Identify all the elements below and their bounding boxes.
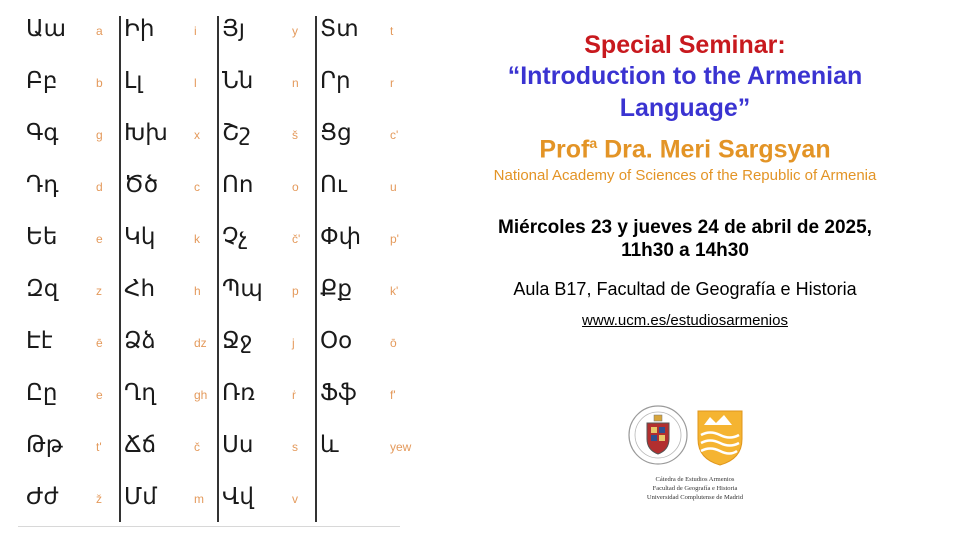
transliteration: e bbox=[96, 232, 103, 246]
alphabet-letter bbox=[222, 166, 318, 218]
armenian-studies-shield-icon bbox=[698, 411, 742, 465]
alphabet-letter bbox=[222, 270, 318, 322]
transliteration: č' bbox=[292, 232, 301, 246]
armenian-letter: Շշ bbox=[222, 120, 251, 146]
transliteration: g bbox=[96, 128, 103, 142]
speaker-full-name: Dra. Meri Sargsyan bbox=[597, 135, 831, 164]
transliteration: u bbox=[390, 180, 397, 194]
armenian-letter: Ոո bbox=[222, 172, 254, 198]
alphabet-letter bbox=[124, 166, 220, 218]
armenian-letter: Դդ bbox=[26, 172, 59, 198]
transliteration: z bbox=[96, 284, 102, 298]
armenian-letter: Ժժ bbox=[26, 484, 59, 510]
transliteration: ṙ bbox=[292, 388, 296, 402]
alphabet-column-4 bbox=[320, 10, 416, 478]
transliteration: t' bbox=[96, 440, 102, 454]
alphabet-letter bbox=[320, 270, 416, 322]
seminar-dates bbox=[420, 216, 950, 262]
armenian-letter: Ձձ bbox=[124, 328, 156, 354]
transliteration: f' bbox=[390, 388, 396, 402]
armenian-letter: Խխ bbox=[124, 120, 168, 146]
alphabet-letter bbox=[124, 426, 220, 478]
transliteration: j bbox=[292, 336, 295, 350]
armenian-letter: Սս bbox=[222, 432, 254, 458]
logos-graphic bbox=[628, 405, 748, 467]
armenian-letter: Ռռ bbox=[222, 380, 256, 406]
speaker-title-sup: a bbox=[589, 135, 598, 151]
alphabet-letter bbox=[320, 426, 416, 478]
armenian-letter: Ֆֆ bbox=[320, 380, 357, 406]
armenian-letter: Ծծ bbox=[124, 172, 159, 198]
transliteration: v bbox=[292, 492, 298, 506]
alphabet-letter bbox=[124, 218, 220, 270]
armenian-letter: Կկ bbox=[124, 224, 156, 250]
transliteration: s bbox=[292, 440, 298, 454]
transliteration: d bbox=[96, 180, 103, 194]
armenian-letter: Աա bbox=[26, 16, 67, 42]
seminar-room: Aula B17, Facultad de Geografía e Historia bbox=[513, 279, 857, 300]
armenian-letter: Բբ bbox=[26, 68, 58, 94]
alphabet-letter bbox=[124, 322, 220, 374]
alphabet-letter bbox=[222, 10, 318, 62]
transliteration: b bbox=[96, 76, 103, 90]
alphabet-letter bbox=[26, 166, 122, 218]
alphabet-letter bbox=[26, 114, 122, 166]
armenian-letter: Պպ bbox=[222, 276, 263, 302]
transliteration: l bbox=[194, 76, 197, 90]
alphabet-column-3 bbox=[222, 10, 318, 530]
transliteration: c' bbox=[390, 128, 399, 142]
armenian-letter: Նն bbox=[222, 68, 254, 94]
transliteration: a bbox=[96, 24, 103, 38]
transliteration: č bbox=[194, 440, 200, 454]
alphabet-letter bbox=[124, 62, 220, 114]
seminar-title-label: Special Seminar: bbox=[584, 31, 786, 59]
alphabet-letter bbox=[222, 426, 318, 478]
armenian-letter: Չչ bbox=[222, 224, 248, 250]
alphabet-letter bbox=[124, 114, 220, 166]
seminar-title-line: “Introduction to the Armenian bbox=[507, 62, 863, 90]
armenian-letter: Տտ bbox=[320, 16, 359, 42]
alphabet-letter bbox=[124, 270, 220, 322]
speaker-title: Prof bbox=[539, 135, 590, 164]
transliteration: e bbox=[96, 388, 103, 402]
seminar-info bbox=[420, 30, 950, 329]
alphabet-letter bbox=[124, 10, 220, 62]
alphabet-letter bbox=[124, 374, 220, 426]
armenian-letter: Եե bbox=[26, 224, 58, 250]
alphabet-letter bbox=[320, 62, 416, 114]
alphabet-letter bbox=[222, 62, 318, 114]
armenian-letter: Վվ bbox=[222, 484, 254, 510]
alphabet-letter bbox=[222, 322, 318, 374]
armenian-alphabet-chart bbox=[18, 6, 412, 527]
transliteration: k bbox=[194, 232, 200, 246]
ucm-seal-icon bbox=[629, 406, 687, 464]
transliteration: o bbox=[292, 180, 299, 194]
transliteration: k' bbox=[390, 284, 399, 298]
transliteration: p' bbox=[390, 232, 399, 246]
armenian-letter: Զզ bbox=[26, 276, 59, 302]
alphabet-letter bbox=[320, 322, 416, 374]
time-line: 11h30 a 14h30 bbox=[621, 240, 749, 262]
transliteration: t bbox=[390, 24, 394, 38]
armenian-letter: Օօ bbox=[320, 328, 353, 354]
alphabet-letter bbox=[222, 478, 318, 530]
footer-line: Universidad Complutense de Madrid bbox=[646, 494, 744, 501]
alphabet-letter bbox=[26, 218, 122, 270]
armenian-letter: Իի bbox=[124, 16, 155, 42]
transliteration: i bbox=[194, 24, 197, 38]
alphabet-letter bbox=[26, 374, 122, 426]
armenian-letter: Ղղ bbox=[124, 380, 156, 406]
armenian-letter: Լլ bbox=[124, 68, 143, 94]
transliteration: c bbox=[194, 180, 200, 194]
footer-line: Cátedra de Estudios Armenios bbox=[655, 476, 735, 483]
alphabet-column-2 bbox=[124, 10, 220, 530]
speaker-name bbox=[420, 126, 950, 166]
transliteration: ē bbox=[96, 336, 103, 350]
armenian-letter: Յյ bbox=[222, 16, 245, 42]
transliteration: gh bbox=[194, 388, 208, 402]
transliteration: yew bbox=[390, 440, 412, 454]
armenian-letter: Րր bbox=[320, 68, 351, 94]
alphabet-letter bbox=[222, 374, 318, 426]
alphabet-letter bbox=[320, 218, 416, 270]
armenian-letter: Ճճ bbox=[124, 432, 157, 458]
footer-line: Facultad de Geografía e Historia bbox=[652, 485, 738, 492]
armenian-letter: Թթ bbox=[26, 432, 63, 458]
armenian-letter: Մմ bbox=[124, 484, 157, 510]
alphabet-letter bbox=[222, 218, 318, 270]
seminar-title-line: Language” bbox=[619, 94, 751, 122]
armenian-letter: Քք bbox=[320, 276, 353, 302]
transliteration: m bbox=[194, 492, 204, 506]
alphabet-letter bbox=[26, 322, 122, 374]
armenian-letter: Ցց bbox=[320, 120, 352, 146]
alphabet-letter bbox=[26, 10, 122, 62]
alphabet-letter bbox=[222, 114, 318, 166]
armenian-letter: Ջջ bbox=[222, 328, 253, 354]
armenian-letter: Փփ bbox=[320, 224, 362, 250]
armenian-letter: Գգ bbox=[26, 120, 59, 146]
dates-line: Miércoles 23 y jueves 24 de abril de 2025, bbox=[498, 217, 872, 239]
transliteration: r bbox=[390, 76, 394, 90]
armenian-letter: Էէ bbox=[26, 328, 53, 354]
transliteration: ž bbox=[96, 492, 102, 506]
armenian-letter: և bbox=[320, 432, 339, 458]
transliteration: h bbox=[194, 284, 201, 298]
transliteration: ō bbox=[390, 336, 397, 350]
alphabet-letter bbox=[26, 478, 122, 530]
alphabet-column-1 bbox=[26, 10, 122, 530]
website-link[interactable]: www.ucm.es/estudiosarmenios bbox=[582, 312, 788, 330]
speaker-affiliation: National Academy of Sciences of the Republic of Armenia bbox=[493, 167, 877, 185]
transliteration: dz bbox=[194, 336, 207, 350]
alphabet-letter bbox=[26, 62, 122, 114]
institution-footer bbox=[620, 475, 770, 502]
alphabet-letter bbox=[320, 166, 416, 218]
transliteration: n bbox=[292, 76, 299, 90]
alphabet-letter bbox=[26, 270, 122, 322]
alphabet-letter bbox=[124, 478, 220, 530]
armenian-letter: Ու bbox=[320, 172, 347, 198]
alphabet-letter bbox=[320, 374, 416, 426]
transliteration: y bbox=[292, 24, 298, 38]
transliteration: x bbox=[194, 128, 200, 142]
transliteration: p bbox=[292, 284, 299, 298]
armenian-letter: Հհ bbox=[124, 276, 156, 302]
alphabet-letter bbox=[26, 426, 122, 478]
alphabet-letter bbox=[320, 114, 416, 166]
armenian-letter: Ըը bbox=[26, 380, 58, 406]
alphabet-letter bbox=[320, 10, 416, 62]
transliteration: š bbox=[292, 128, 298, 142]
